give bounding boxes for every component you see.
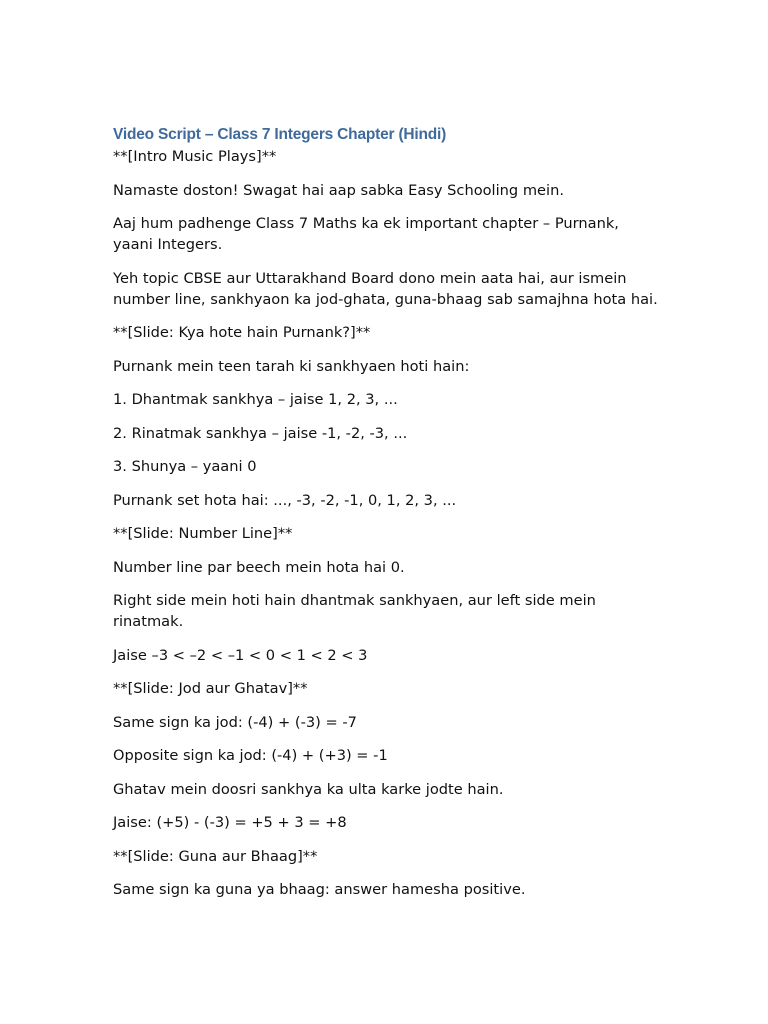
- document-title: Video Script – Class 7 Integers Chapter (Hindi): [113, 126, 447, 143]
- paragraph-slide-number-line: **[Slide: Number Line]**: [113, 525, 293, 542]
- paragraph-integer-set: Purnank set hota hai: ..., -3, -2, -1, 0, 1, 2, 3, ...: [113, 491, 457, 509]
- list-item-positive: 1. Dhantmak sankhya – jaise 1, 2, 3, ...: [113, 391, 398, 408]
- paragraph-slide-guna-bhaag: **[Slide: Guna aur Bhaag]**: [113, 847, 318, 865]
- paragraph-chapter-intro: Aaj hum padhenge Class 7 Maths ka ek important chapter – Purnank, yaani Integers.: [113, 215, 619, 253]
- paragraph-slide-purnank: **[Slide: Kya hote hain Purnank?]**: [113, 324, 371, 341]
- paragraph-types-intro: Purnank mein teen tarah ki sankhyaen hoti hain:: [113, 357, 470, 375]
- paragraph-same-sign-multiply: Same sign ka guna ya bhaag: answer hamesha positive.: [113, 881, 526, 898]
- document-body: [113, 124, 658, 913]
- paragraph-number-line-zero: Number line par beech mein hota hai 0.: [113, 558, 405, 576]
- list-item-negative: 2. Rinatmak sankhya – jaise -1, -2, -3, ...: [113, 424, 408, 442]
- paragraph-slide-jod-ghatav: **[Slide: Jod aur Ghatav]**: [113, 680, 308, 697]
- paragraph-intro-music: **[Intro Music Plays]**: [113, 148, 277, 165]
- paragraph-number-line-sides: Right side mein hoti hain dhantmak sankhyaen, aur left side mein rinatmak.: [113, 592, 596, 630]
- paragraph-subtraction-example: Jaise: (+5) - (-3) = +5 + 3 = +8: [113, 814, 347, 831]
- paragraph-ordering-example: Jaise –3 < –2 < –1 < 0 < 1 < 2 < 3: [113, 646, 368, 664]
- paragraph-topic-overview: Yeh topic CBSE aur Uttarakhand Board dono mein aata hai, aur ismein number line, sankhyaon ka jod-ghata, guna-bhaag sab samajhna hota hai.: [113, 269, 658, 308]
- paragraph-greeting: Namaste doston! Swagat hai aap sabka Easy Schooling mein.: [113, 181, 564, 199]
- paragraph-subtraction-rule: Ghatav mein doosri sankhya ka ulta karke jodte hain.: [113, 780, 504, 798]
- paragraph-same-sign-add: Same sign ka jod: (-4) + (-3) = -7: [113, 713, 357, 731]
- paragraph-opposite-sign-add: Opposite sign ka jod: (-4) + (+3) = -1: [113, 747, 388, 764]
- list-item-zero: 3. Shunya – yaani 0: [113, 458, 257, 475]
